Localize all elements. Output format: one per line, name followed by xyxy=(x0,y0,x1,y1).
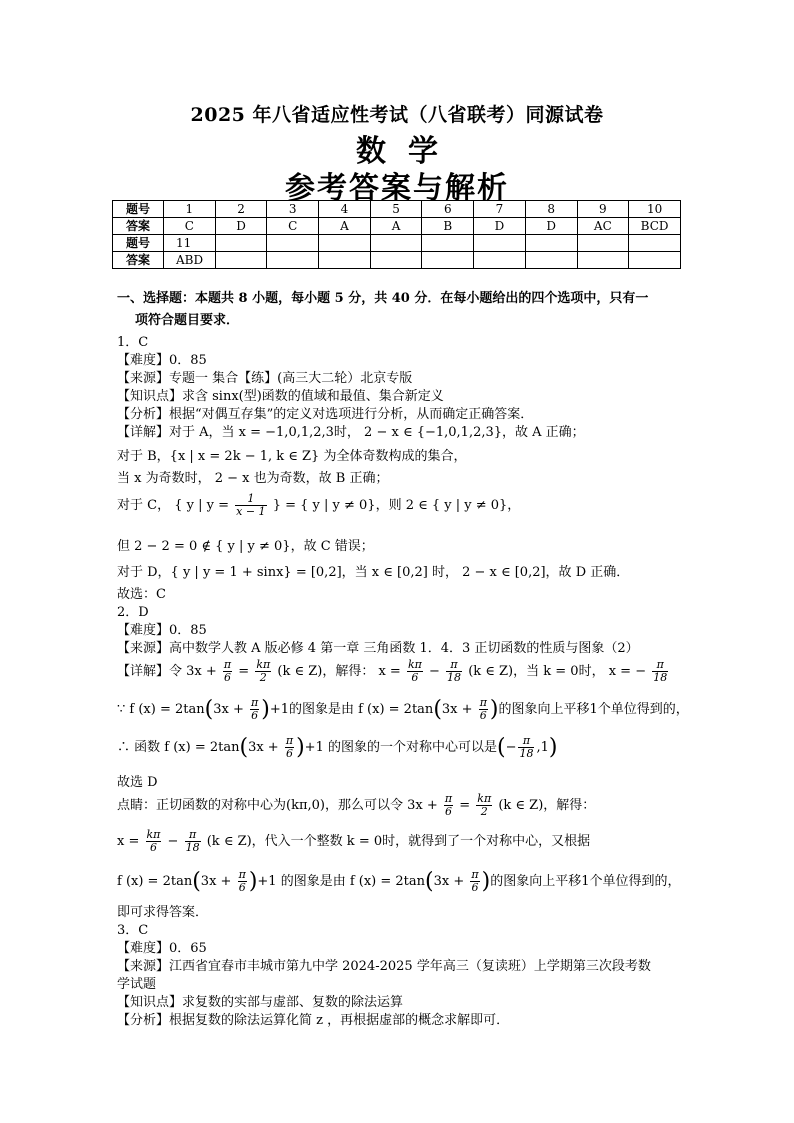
fraction-denominator: 6 xyxy=(471,881,479,894)
q2-note-a xyxy=(117,793,595,818)
answer-cell: D xyxy=(525,218,577,235)
fraction-numerator: π xyxy=(652,659,668,672)
fraction-numerator: kπ xyxy=(477,792,492,805)
text-segment: ∴ 函数 f (x) = 2tan xyxy=(117,740,240,755)
fraction xyxy=(223,659,232,684)
answer-cell: B xyxy=(422,218,474,235)
paren-close: ) xyxy=(481,869,491,894)
q2-heading: 2．D xyxy=(117,605,149,620)
fraction-numerator: kπ xyxy=(256,658,271,671)
question-number: 7 xyxy=(474,201,526,218)
fraction-numerator: π xyxy=(223,658,232,671)
fraction-numerator: π xyxy=(518,735,534,748)
fraction-numerator: π xyxy=(446,659,462,672)
table-row xyxy=(113,201,681,218)
empty-cell xyxy=(577,252,629,269)
answer-label: 答案 xyxy=(113,252,164,269)
question-label: 题号 xyxy=(113,201,164,218)
answer-cell: BCD xyxy=(629,218,681,235)
paren-open: ( xyxy=(204,697,214,722)
fraction xyxy=(470,869,479,894)
text-segment: − xyxy=(429,664,440,679)
text-segment: 3x + xyxy=(200,874,232,889)
fraction xyxy=(518,735,534,760)
text-segment: − xyxy=(505,740,517,755)
fraction-numerator: π xyxy=(285,734,294,747)
empty-cell xyxy=(525,235,577,252)
fraction-denominator: 6 xyxy=(251,709,259,722)
table-row xyxy=(113,218,681,235)
fraction xyxy=(146,829,162,854)
text-segment: 3x + xyxy=(433,874,465,889)
q1-heading: 1．C xyxy=(117,335,149,350)
question-number: 2 xyxy=(215,201,267,218)
fraction-denominator: 18 xyxy=(653,671,668,684)
answer-label: 答案 xyxy=(113,218,164,235)
q2-difficulty: 【难度】0．85 xyxy=(117,623,207,638)
section-heading-cont: 项符合题目要求． xyxy=(135,313,240,328)
paren-open: ( xyxy=(425,869,434,894)
fraction-denominator: 6 xyxy=(411,671,419,684)
fraction xyxy=(250,697,259,722)
fraction-numerator: π xyxy=(250,696,259,709)
fraction-denominator: 18 xyxy=(185,841,200,854)
text-segment: = xyxy=(238,664,250,679)
fraction xyxy=(238,869,247,894)
empty-cell xyxy=(474,235,526,252)
paren-close: ) xyxy=(296,735,305,760)
q1-detail-d: 对于 D，{ y | y = 1 + sinx} = [0,2]，当 x ∈ [0,2] 时， 2 − x ∈ [0,2]，故 D 正确． xyxy=(117,565,630,580)
text-segment: +1 的图象是由 f (x) = 2tan xyxy=(257,874,426,889)
question-number: 4 xyxy=(319,201,371,218)
q3-heading: 3．C xyxy=(117,923,149,938)
text-segment: (k ∈ Z)，解得： x = xyxy=(277,664,401,679)
empty-cell xyxy=(215,235,267,252)
empty-cell xyxy=(267,235,319,252)
answer-cell: AC xyxy=(577,218,629,235)
question-number: 10 xyxy=(629,201,681,218)
q1-detail-c-rest: } = { y | y ≠ 0}，则 2 ∈ { y | y ≠ 0}， xyxy=(272,498,521,513)
q1-detail-c2: 但 2 − 2 = 0 ∉ { y | y ≠ 0}，故 C 错误； xyxy=(117,539,374,554)
text-segment: (k ∈ Z)，当 k = 0时， x = − xyxy=(468,664,647,679)
fraction-denominator: x − 1 xyxy=(236,505,266,518)
section-heading: 一、选择题：本题共 8 小题，每小题 5 分，共 40 分．在每小题给出的四个选项中，只有一 xyxy=(117,291,649,306)
fraction-denominator: 6 xyxy=(149,841,157,854)
text-segment: +1 的图象的一个对称中心可以是 xyxy=(304,740,497,755)
q1-detail-c-set: { y | y = xyxy=(174,498,229,513)
q3-source-cont: 学试题 xyxy=(117,977,157,992)
fraction xyxy=(652,659,668,684)
subject-title: 数学 xyxy=(356,134,460,169)
fraction-denominator: 2 xyxy=(480,805,488,818)
fraction-denominator: 6 xyxy=(479,709,487,722)
q2-detail-c xyxy=(117,735,557,760)
answer-cell: C xyxy=(267,218,319,235)
empty-cell xyxy=(370,235,422,252)
fraction xyxy=(407,659,423,684)
q2-selection: 故选 D xyxy=(117,775,158,790)
text-segment: 的图象向上平移1个单位得到的， xyxy=(490,874,681,889)
fraction-denominator: 6 xyxy=(224,671,232,684)
q3-source: 【来源】江西省宜春市丰城市第九中学 2024-2025 学年高三（复读班）上学期第三次段考数 xyxy=(117,959,651,974)
q2-note-b xyxy=(117,829,590,854)
text-segment: f (x) = 2tan xyxy=(117,874,193,889)
text-segment: x = xyxy=(117,834,140,849)
answer-cell: A xyxy=(370,218,422,235)
text-segment: ,1 xyxy=(536,740,549,755)
fraction-denominator: 18 xyxy=(519,747,534,760)
paren-close: ) xyxy=(548,735,558,760)
fraction xyxy=(476,793,492,818)
fraction-denominator: 2 xyxy=(259,671,267,684)
fraction-numerator: π xyxy=(238,868,246,881)
table-row xyxy=(113,235,681,252)
q2-source: 【来源】高中数学人教 A 版必修 4 第一章 三角函数 1．4．3 正切函数的性质与图象（2） xyxy=(117,641,639,656)
question-number: 5 xyxy=(370,201,422,218)
fraction-denominator: 6 xyxy=(238,881,246,894)
empty-cell xyxy=(422,235,474,252)
empty-cell xyxy=(319,235,371,252)
empty-cell xyxy=(319,252,371,269)
paren-close: ) xyxy=(489,697,499,722)
question-number: 9 xyxy=(577,201,629,218)
text-segment: +1的图象是由 f (x) = 2tan xyxy=(269,702,434,717)
empty-cell xyxy=(629,252,681,269)
q3-difficulty: 【难度】0．65 xyxy=(117,941,207,956)
fraction-numerator: kπ xyxy=(407,658,422,671)
text-segment: 的图象向上平移1个单位得到的， xyxy=(498,702,689,717)
fraction xyxy=(444,793,453,818)
text-segment: ∵ f (x) = 2tan xyxy=(117,702,205,717)
empty-cell xyxy=(577,235,629,252)
fraction-denominator: 6 xyxy=(285,747,293,760)
answer-analysis-title: 参考答案与解析 xyxy=(285,171,509,206)
empty-cell xyxy=(267,252,319,269)
fraction-numerator: π xyxy=(479,696,487,709)
fraction xyxy=(446,659,462,684)
answer-cell: D xyxy=(474,218,526,235)
empty-cell xyxy=(525,252,577,269)
question-number: 11 xyxy=(164,235,216,252)
paren-open: ( xyxy=(192,869,201,894)
q1-detail-b: 对于 B，{x | x = 2k − 1, k ∈ Z} 为全体奇数构成的集合， xyxy=(117,449,467,464)
answer-cell: D xyxy=(215,218,267,235)
text-segment: 3x + xyxy=(441,702,473,717)
paren-close: ) xyxy=(261,697,270,722)
fraction-denominator: 18 xyxy=(447,671,462,684)
answer-table xyxy=(112,200,681,269)
q1-selection: 故选：C xyxy=(117,587,166,602)
empty-cell xyxy=(370,252,422,269)
text-segment: 点睛：正切函数的对称中心为(kπ,0)，那么可以令 3x + xyxy=(117,798,438,813)
question-number: 8 xyxy=(525,201,577,218)
answer-cell: ABD xyxy=(164,252,216,269)
answer-cell: A xyxy=(319,218,371,235)
paren-open: ( xyxy=(433,697,442,722)
q3-analysis: 【分析】根据复数的除法运算化简 z ，再根据虚部的概念求解即可． xyxy=(117,1013,510,1028)
q1-source: 【来源】专题一 集合【练】(高三大二轮）北京专版 xyxy=(117,371,413,386)
text-segment: (k ∈ Z)，解得： xyxy=(498,798,596,813)
q3-knowledge: 【知识点】求复数的实部与虚部、复数的除法运算 xyxy=(117,995,404,1010)
exam-title: 2025 年八省适应性考试（八省联考）同源试卷 xyxy=(190,104,604,126)
q1-detail-b2: 当 x 为奇数时， 2 − x 也为奇数，故 B 正确； xyxy=(117,471,389,486)
question-label: 题号 xyxy=(113,235,164,252)
answer-cell: C xyxy=(164,218,216,235)
paren-open: ( xyxy=(496,735,506,760)
q2-note-d: 即可求得答案． xyxy=(117,905,209,920)
paren-open: ( xyxy=(239,735,249,760)
text-segment: (k ∈ Z)，代入一个整数 k = 0时，就得到了一个对称中心，又根据 xyxy=(206,834,591,849)
fraction-numerator: π xyxy=(444,792,453,805)
question-number: 6 xyxy=(422,201,474,218)
fraction xyxy=(235,493,266,518)
question-number: 1 xyxy=(164,201,216,218)
fraction xyxy=(479,697,488,722)
q1-difficulty: 【难度】0．85 xyxy=(117,353,207,368)
q1-detail-a: 【详解】对于 A，当 x = −1,0,1,2,3时， 2 − x ∈ {−1,0,1,2,3}，故 A 正确； xyxy=(117,425,585,440)
fraction-denominator: 6 xyxy=(444,805,452,818)
q2-detail-a xyxy=(117,659,670,684)
q2-detail-b xyxy=(117,697,689,722)
question-number: 3 xyxy=(267,201,319,218)
empty-cell xyxy=(474,252,526,269)
q1-detail-c xyxy=(117,493,520,518)
q1-knowledge: 【知识点】求含 sinx(型)函数的值域和最值、集合新定义 xyxy=(117,389,444,404)
fraction xyxy=(185,829,201,854)
empty-cell xyxy=(629,235,681,252)
fraction-numerator: π xyxy=(185,829,201,842)
fraction xyxy=(285,735,294,760)
fraction xyxy=(255,659,271,684)
table-row xyxy=(113,252,681,269)
q1-analysis: 【分析】根据“对偶互存集”的定义对选项进行分析，从而确定正确答案． xyxy=(117,407,534,422)
text-segment: 3x + xyxy=(213,702,244,717)
fraction-numerator: π xyxy=(471,868,479,881)
empty-cell xyxy=(215,252,267,269)
fraction-numerator: kπ xyxy=(146,828,161,841)
fraction-numerator: 1 xyxy=(235,493,266,506)
q2-note-c xyxy=(117,869,681,894)
text-segment: = xyxy=(459,798,471,813)
paren-close: ) xyxy=(248,869,258,894)
text-segment: − xyxy=(167,834,179,849)
q1-detail-c-prefix: 对于 C， xyxy=(117,498,171,513)
text-segment: 【详解】令 3x + xyxy=(117,664,217,679)
empty-cell xyxy=(422,252,474,269)
text-segment: 3x + xyxy=(248,740,279,755)
